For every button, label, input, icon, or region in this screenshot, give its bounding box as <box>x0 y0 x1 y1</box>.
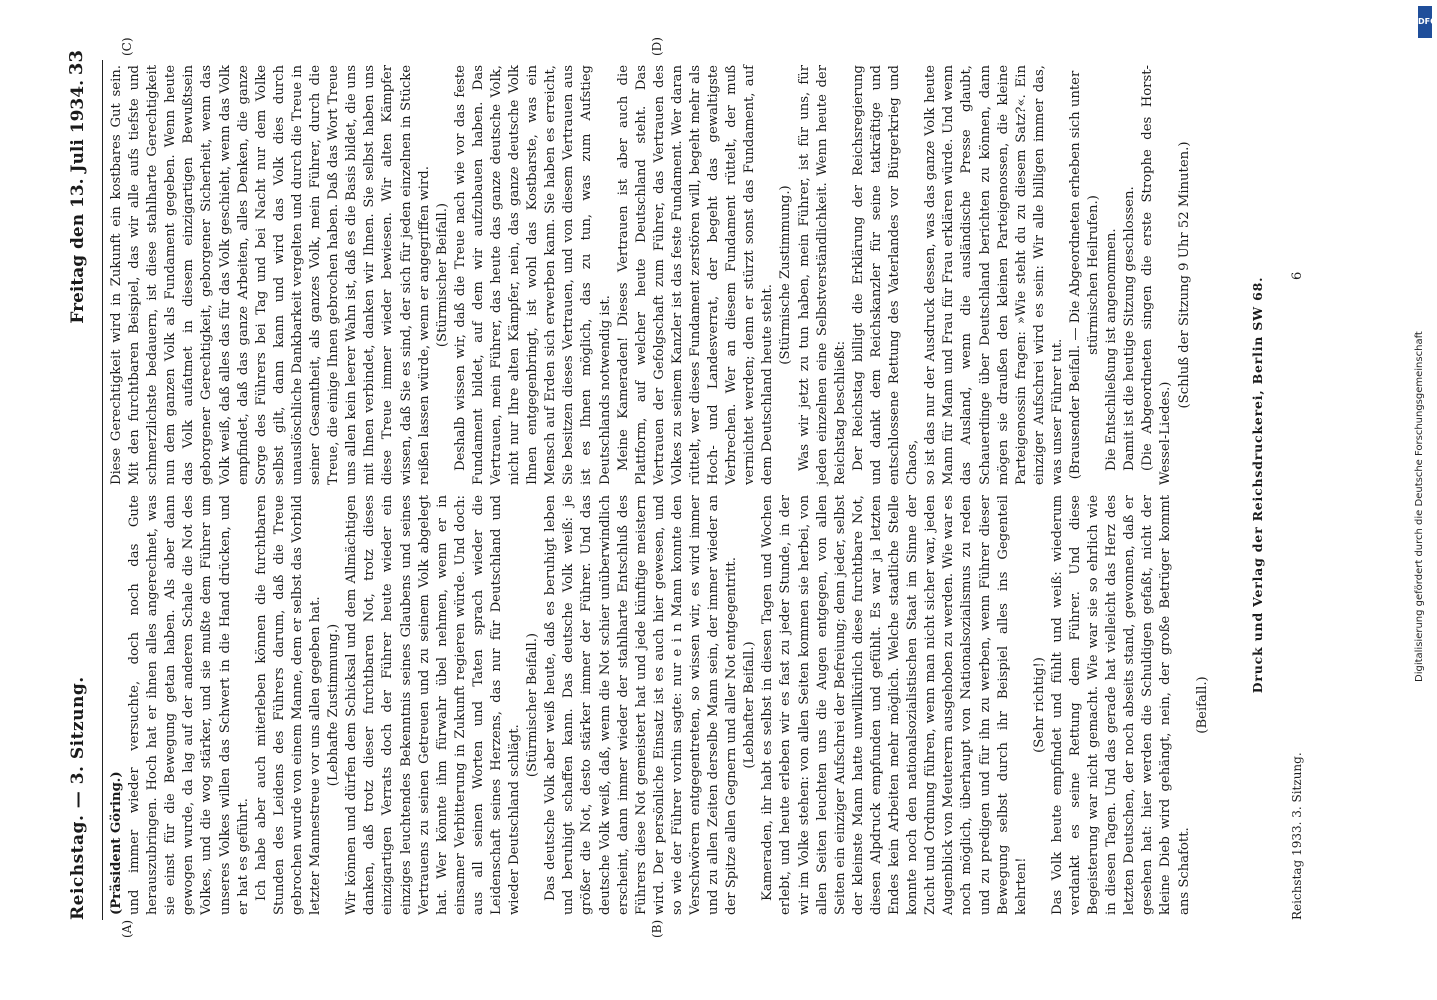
interjection-text: (Schluß der Sitzung 9 Uhr 52 Minuten.) <box>1176 141 1192 409</box>
margin-mark-b: (B) <box>650 919 664 938</box>
body-paragraph: Kameraden, ihr habt es selbst in diesen Tagen und Wochen erlebt, und heute erleben wir es fast zu jeder Stunde, in der wir im Volke stehen: von allen Seiten kommen sie herbei, von allen Seiten leuchten uns die Augen entgegen, von allen Seiten ein einziger Aufschrei der Befreiung; denn jeder, selbst der kleinste Mann hatte unwillkürlich diese furchtbare Not, diesen Alpdruck empfunden und gefühlt. Es war ja letzten Endes kein Arbeiten mehr möglich. Welche staatliche Stelle konnte noch den nationalsozialistischen Staat im Sinne der Zucht und Ordnung führen, wenn man nicht sicher war, jeden Augenblick von Meuterern ausgehoben zu werden. Wie war es noch möglich, überhaupt von Nationalsozialismus zu reden und zu predigen und für ihn zu werben, wenn Führer dieser Bewegung selbst durch ihr Beispiel alles ins Gegenteil kehrten! <box>760 495 1029 915</box>
running-label: Reichstag 1933. 3. Sitzung. <box>1290 752 1304 920</box>
dfg-logo-icon: DFG <box>1418 6 1432 38</box>
body-paragraph: Das Volk heute empfindet und fühlt und weiß: wiederum verdankt es seine Rettung dem Führer. Und diese Begeisterung war nicht gemacht. Wie war sie so ehrlich wie in diesen Tagen. Und das gerade hat vielleicht das Herz des letzten Deutschen, der noch abseits stand, gewonnen, daß er gesehen hat: hier werden die Schuldigen gefaßt, nicht der kleine Dieb wird gehängt, nein, der große Betrüger kommt ans Schafott. <box>1049 495 1192 915</box>
printer-imprint: Druck und Verlag der Reichsdruckerei, Berlin SW 68. <box>1250 276 1265 694</box>
running-footer <box>1290 271 1305 920</box>
body-paragraph: Wir können und dürfen dem Schicksal und dem Allmächtigen danken, daß trotz dieser furchtbaren Not, trotz dieses einzigartigen Verrats doch der Führer heute wieder ein einziges leuchtendes Bekenntnis seines Glaubens und seines Vertrauens zu seinen Getreuen und zu seinem Volk abgelegt hat. Wer könnte ihm fürwahr übel nehmen, wenn er in einsamer Verbitterung in Zukunft regieren würde. Und doch: aus all seinen Worten und Taten sprach wieder die Leidenschaft seines Herzens, das nur für Deutschland und wieder Deutschland schlägt. <box>344 495 523 915</box>
header-left-title: Reichstag. — 3. Sitzung. <box>68 676 88 920</box>
interjection-text: (Brausender Beifall. — Die Abgeordneten erheben sich unter stürmischen Heilrufen.) <box>1067 70 1102 480</box>
speaker-label: (Präsident Göring.) <box>109 771 124 915</box>
interjection-text: (Sehr richtig!) <box>1031 657 1047 753</box>
body-paragraph: Damit ist die heutige Sitzung geschlossen. <box>1122 186 1138 471</box>
interjection-text: (Lebhafte Zustimmung.) <box>326 623 342 787</box>
body-paragraph: Diese Gerechtigkeit wird in Zukunft ein kostbares Gut sein. Mit den furchtbaren Beispiel, das wir alle aufs tiefste und schmerzlichste bedauern, ist diese stahlharte Gerechtigkeit nun dem ganzen Volk als Fundament gegeben. Wenn heute das Volk aufatmet in diesem einzigartigen Bewußtsein geborgener Gerechtigkeit, geborgener Sicherheit, wenn das Volk weiß, daß alles das für das Volk geschieht, wenn das Volk empfindet, daß das ganze Arbeiten, alles Denken, die ganze Sorge des Führers bei Tag und bei Nacht nur dem Volke selbst gilt, dann kann und wird das Volk dies durch unauslöschliche Dankbarkeit vergelten und durch die Treue in seiner Gesamtheit, als ganzes Volk, mein Führer, durch die Treue, die einige Ihnen gebrochen haben. Daß das Wort Treue uns allen kein leerer Wahn ist, daß es die Basis bildet, die uns mit Ihnen verbindet, danken wir Ihnen. Sie selbst haben uns diese Treue immer wieder bewiesen. Wir alten Kämpfer wissen, daß Sie es sind, der sich für jeden einzelnen in Stücke reißen lassen würde, wenn er angegriffen wird. <box>109 65 432 485</box>
body-paragraph: so ist das nur der Ausdruck dessen, was das ganze Volk heute Mann für Mann und Frau für Frau erklären würde. Und wenn das Ausland, wenn die ausländische Presse glaubt, Schauerdinge über Deutschland berichten zu können, dann mögen sie draußen den kleinen Parteigenossen, die kleine Parteigenossin fragen: »Wie steht du zu diesem Satz?«. Ein einziger Aufschrei wird es sein: Wir alle billigen immer das, was unser Führer tut. <box>923 65 1065 485</box>
body-paragraph: Deshalb wissen wir, daß die Treue nach wie vor das feste Fundament bildet, auf dem wir aufzubauen haben. Das Vertrauen, mein Führer, das heute das ganze deutsche Volk, nicht nur Ihre alten Kämpfer, nein, das ganze deutsche Volk Ihnen entgegenbringt, ist wohl das Kostbarste, was ein Mensch auf Erden sich erwerben kann. Sie haben es erreicht, Sie besitzen dieses Vertrauen, und von diesem Vertrauen aus ist es Ihnen möglich, das zu tun, was zum Aufstieg Deutschlands notwendig ist. <box>452 65 613 485</box>
margin-mark-a: (A) <box>120 919 134 938</box>
margin-mark-c: (C) <box>120 37 134 56</box>
left-text-column <box>108 495 1233 915</box>
digitization-note: Digitalisierung gefördert durch die Deutsche Forschungsgemeinschaft <box>1414 331 1425 682</box>
interjection-text: (Stürmische Zustimmung.) <box>778 185 794 365</box>
body-paragraph: (Die Abgeordneten singen die erste Strophe des Horst-Wessel-Liedes.) <box>1140 65 1174 485</box>
digitization-sidebar <box>1414 6 1437 986</box>
body-paragraph: Das deutsche Volk aber weiß heute, daß es beruhigt leben und beruhigt schaffen kann. Das deutsche Volk weiß: je größer die Not, desto stärker immer der Führer. Und das deutsche Volk weiß, daß, wenn die Not schier unüberwindlich erscheint, dann immer wieder der stahlharte Entschluß des Führers diese Not gemeistert hat und jede künftige meistern wird. Der persönliche Einsatz ist es auch hier gewesen, und so wie der Führer vorhin sagte: nur e i n Mann konnte den Verschwörern entgegentreten, so wissen wir, es wird immer und zu allen Zeiten derselbe Mann sein, der immer wieder an der Spitze allen Gegnern und aller Not entgegentritt. <box>543 495 740 915</box>
body-paragraph: und immer wieder versuchte, doch noch das Gute herauszubringen. Hoch hat er ihnen alles angerechnet, was sie einst für die Bewegung getan haben. Als aber dann gewogen wurde, da lag auf der anderen Schale die Not des Volkes, und die wog stärker, und sie mußte dem Führer um unseres Volkes willen das Schwert in die Hand drücken, und er hat es geführt. <box>127 495 251 915</box>
body-paragraph: Der Reichstag billigt die Erklärung der Reichsregierung und dankt dem Reichskanzler für seine tatkräftige und entschlossene Rettung des Vaterlandes vor Bürgerkrieg und Chaos, <box>850 65 921 485</box>
body-paragraph: Was wir jetzt zu tun haben, mein Führer, ist für uns, für jeden einzelnen eine Selbstverständlichkeit. Wenn heute der Reichstag beschließt: <box>796 65 848 485</box>
page-number: 33 <box>66 50 87 76</box>
header-right-title: Freitag den 13. Juli 1934. <box>68 80 88 324</box>
margin-mark-d: (D) <box>650 37 664 56</box>
rotated-page <box>50 30 1380 940</box>
header-rule <box>102 60 103 920</box>
body-paragraph: Meine Kameraden! Dieses Vertrauen ist aber auch die Plattform, auf welcher heute Deutschland steht. Das Vertrauen der Gefolgschaft zum Führer, das Vertrauen des Volkes zu seinem Kanzler ist das feste Fundament. Wer daran rüttelt, wer dieses Fundament zerstören will, begeht mehr als Hoch- und Landesverrat, der begeht das gewaltigste Verbrechen. Wer an diesem Fundament rüttelt, der muß vernichtet werden; denn er stürzt sonst das Fundament, auf dem Deutschland heute steht. <box>615 65 776 485</box>
interjection-text: (Stürmischer Beifall.) <box>525 632 541 778</box>
signature-mark: 6 <box>1290 271 1305 280</box>
body-paragraph: Die Entschließung ist angenommen. <box>1104 228 1120 471</box>
right-text-column <box>108 65 1233 485</box>
body-paragraph: Ich habe aber auch miterleben können die furchtbaren Stunden des Leidens des Führers darum, daß die Treue gebrochen wurde von einem Manne, dem er selbst das Vorbild letzter Mannestreue vor uns allen gegeben hat. <box>253 495 324 915</box>
page-header <box>60 50 100 920</box>
interjection-text: (Beifall.) <box>1194 676 1210 734</box>
interjection-text: (Lebhafter Beifall.) <box>742 641 758 769</box>
interjection-text: (Stürmischer Beifall.) <box>434 202 450 348</box>
